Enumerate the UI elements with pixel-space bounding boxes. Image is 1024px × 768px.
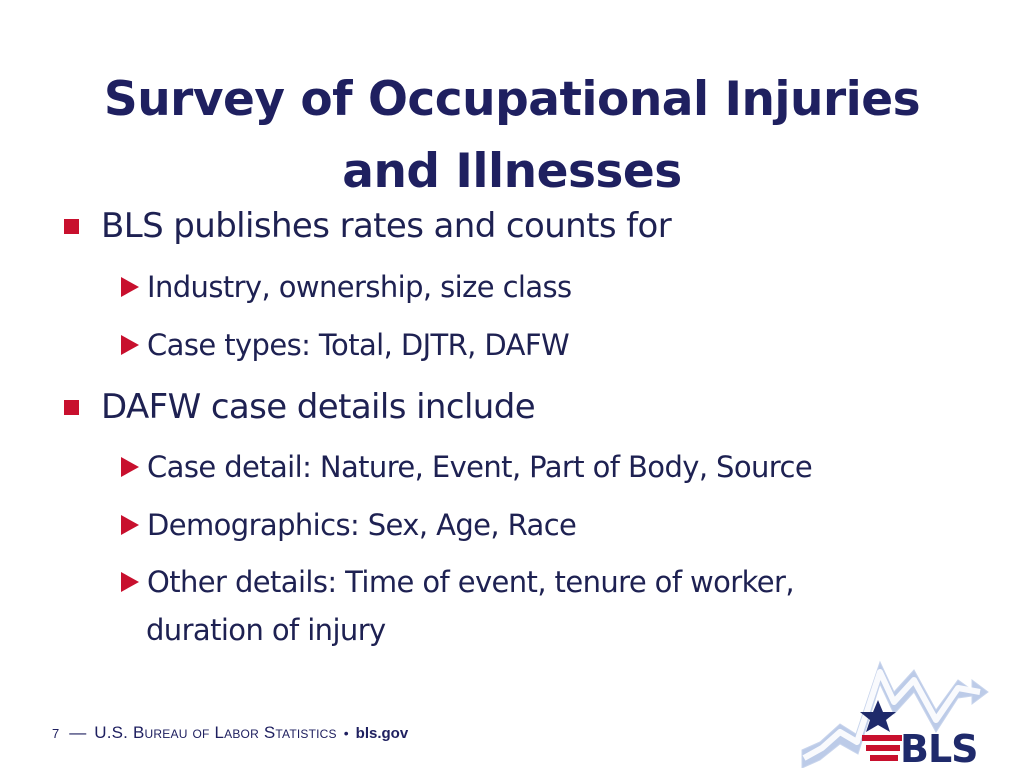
square-bullet-icon (64, 400, 79, 415)
sub-bullet-item (121, 448, 812, 486)
bullet-item (64, 206, 671, 246)
sub-bullet-text: Industry, ownership, size class (147, 270, 572, 304)
bullet-text: BLS publishes rates and counts for (101, 206, 672, 246)
footer-separator: • (343, 725, 349, 741)
logo-stripe (870, 755, 898, 761)
triangle-bullet-icon (121, 572, 139, 592)
triangle-bullet-icon (121, 277, 139, 297)
sub-bullet-item (121, 506, 576, 544)
footer-dash: — (69, 723, 87, 742)
slide-title-line-1: Survey of Occupational Injuries (103, 72, 921, 127)
logo-text: BLS (900, 727, 978, 768)
logo-stripe (866, 745, 900, 751)
logo-stripe (862, 735, 902, 741)
sub-bullet-continuation: duration of injury (146, 613, 386, 647)
sub-bullet-item (121, 326, 569, 364)
triangle-bullet-icon (121, 457, 139, 477)
sub-bullet-text: Other details: Time of event, tenure of worker, (147, 565, 794, 599)
website-link[interactable]: bls.gov (355, 724, 409, 742)
sub-bullet-text: Demographics: Sex, Age, Race (147, 508, 577, 542)
triangle-bullet-icon (121, 335, 139, 355)
page-number: 7 (52, 725, 60, 741)
sub-bullet-text: Case detail: Nature, Event, Part of Body, Source (147, 450, 813, 484)
square-bullet-icon (64, 219, 79, 234)
bullet-text: DAFW case details include (101, 387, 536, 427)
slide-footer (52, 720, 408, 746)
sub-bullet-item (121, 268, 572, 306)
triangle-bullet-icon (121, 515, 139, 535)
sub-bullet-item (121, 563, 794, 601)
agency-name: U.S. Bureau of Labor Statistics (94, 723, 337, 742)
bullet-item (64, 387, 535, 427)
slide-title-line-2: and Illnesses (342, 144, 682, 199)
sub-bullet-text: Case types: Total, DJTR, DAFW (147, 328, 570, 362)
bls-logo-icon (796, 640, 1024, 768)
